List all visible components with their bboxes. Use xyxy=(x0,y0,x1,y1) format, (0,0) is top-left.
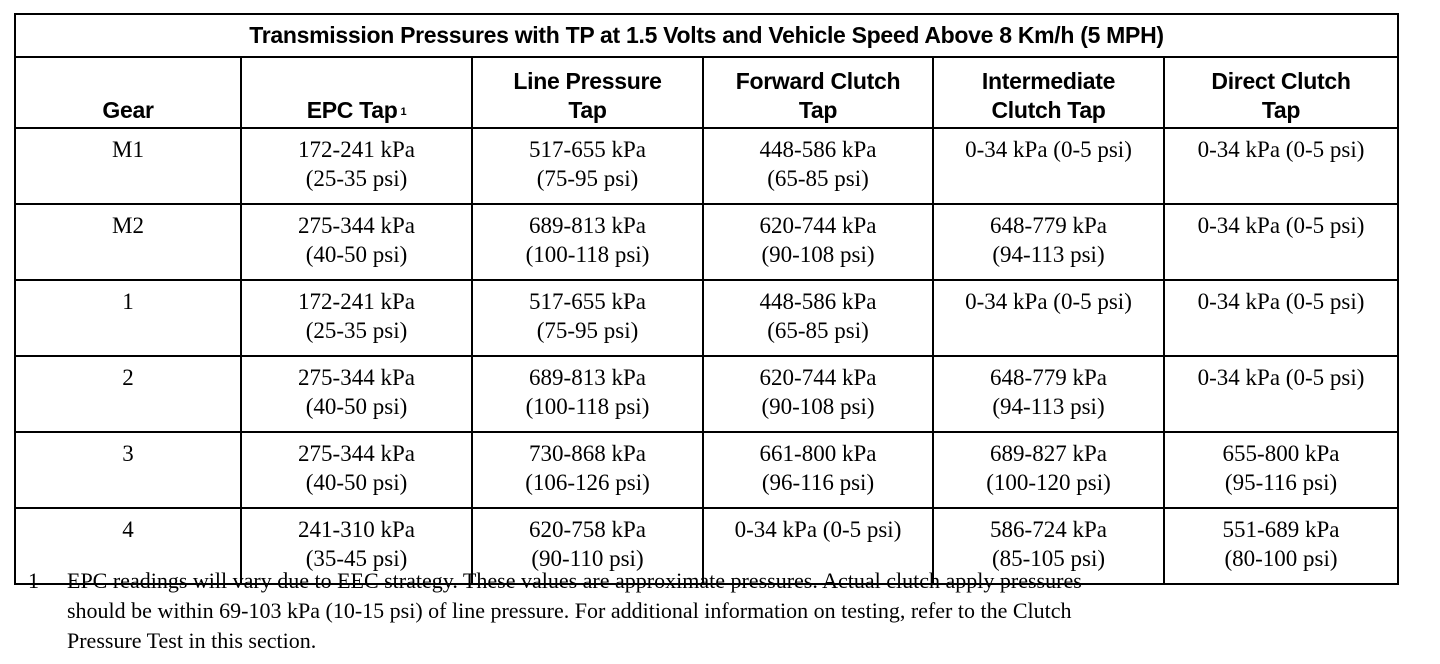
pressure-cell xyxy=(472,280,703,356)
pressure-cell xyxy=(472,128,703,204)
column-header xyxy=(1164,57,1398,128)
pressure-cell xyxy=(241,204,472,280)
column-header xyxy=(15,57,241,128)
pressure-cell xyxy=(1164,432,1398,508)
cell-line: (90-108 psi) xyxy=(761,394,875,419)
gear-cell xyxy=(15,204,241,280)
header-row xyxy=(15,57,1398,128)
cell-line: 0-34 kPa (0-5 psi) xyxy=(965,289,1132,314)
cell-line: 517-655 kPa xyxy=(529,137,646,162)
cell-line: (90-108 psi) xyxy=(761,242,875,267)
column-header xyxy=(241,57,472,128)
gear-cell xyxy=(15,128,241,204)
cell-line: (90-110 psi) xyxy=(531,546,644,571)
pressure-cell xyxy=(1164,204,1398,280)
cell-line: (65-85 psi) xyxy=(767,318,869,343)
cell-line: 661-800 kPa xyxy=(759,441,877,466)
pressure-cell xyxy=(933,356,1164,432)
cell-line: 172-241 kPa xyxy=(298,289,415,314)
column-header-line: Line Pressure xyxy=(513,68,662,94)
pressure-cell xyxy=(241,128,472,204)
pressure-cell xyxy=(472,432,703,508)
cell-line: 689-813 kPa xyxy=(529,365,646,390)
cell-line: 0-34 kPa (0-5 psi) xyxy=(1197,213,1365,238)
column-header-line: Intermediate xyxy=(981,68,1116,94)
column-header-line: Clutch Tap xyxy=(991,97,1106,123)
pressure-cell xyxy=(703,204,933,280)
cell-line: 648-779 kPa xyxy=(990,213,1107,238)
cell-line: (96-116 psi) xyxy=(761,470,875,495)
cell-line: 172-241 kPa xyxy=(298,137,415,162)
footnote-line: should be within 69-103 kPa (10-15 psi) of line pressure. For additional information on testing, refer to the Clutch xyxy=(67,598,1072,623)
cell-line: 517-655 kPa xyxy=(529,289,646,314)
footnote-line: EPC readings will vary due to EEC strategy. These values are approximate pressures. Actual clutch apply pressures xyxy=(67,568,1082,593)
column-header-line: Forward Clutch xyxy=(735,68,901,94)
pressure-cell xyxy=(472,204,703,280)
cell-line: (80-100 psi) xyxy=(1224,546,1338,571)
footnote xyxy=(28,566,1418,656)
cell-line: 448-586 kPa xyxy=(759,289,877,314)
pressure-cell xyxy=(703,280,933,356)
pressure-cell xyxy=(933,128,1164,204)
cell-line: 620-744 kPa xyxy=(759,365,877,390)
cell-line: 730-868 kPa xyxy=(529,441,646,466)
table-body xyxy=(15,128,1398,584)
footnote-text xyxy=(67,566,1418,656)
column-header-line: Tap xyxy=(1261,97,1301,123)
cell-line: M2 xyxy=(112,213,144,238)
cell-line: (25-35 psi) xyxy=(305,318,408,343)
column-header-line: Direct Clutch xyxy=(1211,68,1351,94)
cell-line: 241-310 kPa xyxy=(298,517,415,542)
cell-line: (100-118 psi) xyxy=(525,394,650,419)
cell-line: M1 xyxy=(112,137,144,162)
cell-line: (100-118 psi) xyxy=(525,242,650,267)
column-header-line: Gear xyxy=(102,97,154,123)
table-row xyxy=(15,432,1398,508)
cell-line: 655-800 kPa xyxy=(1222,441,1340,466)
cell-line: 551-689 kPa xyxy=(1222,517,1340,542)
pressure-cell xyxy=(241,280,472,356)
cell-line: (75-95 psi) xyxy=(536,166,639,191)
cell-line: 0-34 kPa (0-5 psi) xyxy=(1197,289,1365,314)
pressure-cell xyxy=(703,128,933,204)
cell-line: (94-113 psi) xyxy=(992,394,1105,419)
cell-line: 689-813 kPa xyxy=(529,213,646,238)
cell-line: 2 xyxy=(122,365,134,390)
gear-cell xyxy=(15,356,241,432)
footnote-line: Pressure Test in this section. xyxy=(67,628,317,653)
cell-line: 648-779 kPa xyxy=(990,365,1107,390)
cell-line: (106-126 psi) xyxy=(525,470,650,495)
column-header-text: EPC Tap xyxy=(306,97,398,123)
pressure-table xyxy=(14,13,1399,585)
pressure-cell xyxy=(703,356,933,432)
table-row xyxy=(15,204,1398,280)
cell-line: (85-105 psi) xyxy=(991,546,1106,571)
cell-line: 620-758 kPa xyxy=(529,517,646,542)
cell-line: 275-344 kPa xyxy=(298,365,415,390)
pressure-cell xyxy=(1164,356,1398,432)
footnote-marker: 1 xyxy=(400,106,407,118)
column-header-line xyxy=(242,96,471,125)
pressure-cell xyxy=(1164,280,1398,356)
cell-line: 0-34 kPa (0-5 psi) xyxy=(965,137,1132,162)
table-row xyxy=(15,356,1398,432)
column-header-line: Tap xyxy=(798,97,838,123)
cell-line: (25-35 psi) xyxy=(305,166,408,191)
cell-line: 275-344 kPa xyxy=(298,213,415,238)
column-header-line: Tap xyxy=(568,97,607,123)
table-title: Transmission Pressures with TP at 1.5 Volts and Vehicle Speed Above 8 Km/h (5 MPH) xyxy=(15,14,1398,57)
pressure-cell xyxy=(241,432,472,508)
pressure-cell xyxy=(1164,128,1398,204)
cell-line: (35-45 psi) xyxy=(305,546,408,571)
cell-line: (40-50 psi) xyxy=(305,470,408,495)
cell-line: 1 xyxy=(122,289,134,314)
cell-line: (40-50 psi) xyxy=(305,394,408,419)
pressure-cell xyxy=(241,356,472,432)
column-header xyxy=(472,57,703,128)
cell-line: 689-827 kPa xyxy=(990,441,1107,466)
pressure-cell xyxy=(933,280,1164,356)
cell-line: (65-85 psi) xyxy=(767,166,869,191)
cell-line: (100-120 psi) xyxy=(986,470,1111,495)
cell-line: 4 xyxy=(122,517,134,542)
cell-line: 586-724 kPa xyxy=(990,517,1107,542)
column-header xyxy=(703,57,933,128)
cell-line: (40-50 psi) xyxy=(305,242,408,267)
cell-line: 0-34 kPa (0-5 psi) xyxy=(1197,137,1365,162)
cell-line: 275-344 kPa xyxy=(298,441,415,466)
table-row xyxy=(15,128,1398,204)
column-header xyxy=(933,57,1164,128)
cell-line: 0-34 kPa (0-5 psi) xyxy=(734,517,902,542)
footnote-number: 1 xyxy=(28,568,39,593)
cell-line: 448-586 kPa xyxy=(759,137,877,162)
cell-line: (75-95 psi) xyxy=(536,318,639,343)
gear-cell xyxy=(15,280,241,356)
cell-line: (94-113 psi) xyxy=(992,242,1105,267)
gear-cell xyxy=(15,432,241,508)
pressure-cell xyxy=(933,204,1164,280)
cell-line: 0-34 kPa (0-5 psi) xyxy=(1197,365,1365,390)
table-row xyxy=(15,280,1398,356)
pressure-cell xyxy=(933,432,1164,508)
pressure-cell xyxy=(472,356,703,432)
cell-line: (95-116 psi) xyxy=(1224,470,1338,495)
pressure-cell xyxy=(703,432,933,508)
cell-line: 620-744 kPa xyxy=(759,213,877,238)
cell-line: 3 xyxy=(122,441,134,466)
